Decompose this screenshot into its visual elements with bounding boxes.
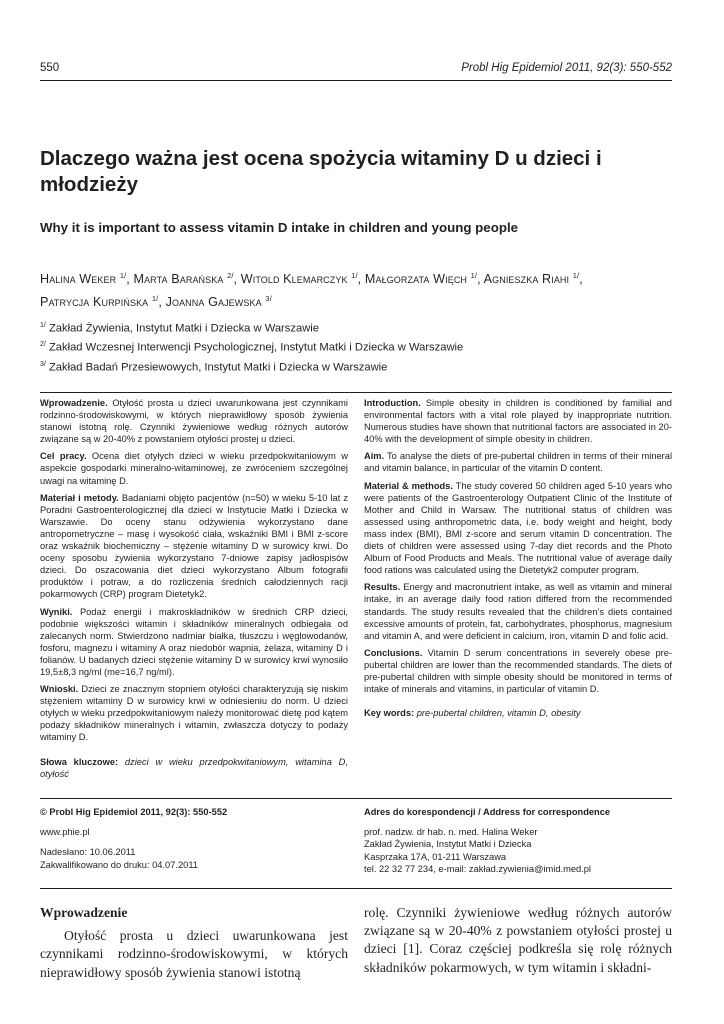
journal-reference: Probl Hig Epidemiol 2011, 92(3): 550-552 <box>461 62 672 74</box>
page-number: 550 <box>40 62 60 74</box>
abstract-section <box>364 581 672 641</box>
author-affiliation-marker: 3/ <box>265 294 272 304</box>
received-date: Nadesłano: 10.06.2011 <box>40 847 136 858</box>
abstract-section-text: Podaż energii i makroskładników w średnich CRP dzieci, podobnie większości witamin i składników mineralnych odbiegała od zalecanych norm. Stwierdzono nadmiar białka, tłuszczu i węglowodanów, fosforu, magnezu i witaminy A oraz niedobór wapnia, żelaza, witaminy D i folianów. U badanych dzieci stężenie witaminy D w surowicy krwi wynosiło 19,5±8,3 ng/ml (me=16,7 ng/ml). <box>40 606 348 677</box>
author-name: Małgorzata Więch <box>364 272 468 287</box>
section-heading: Wprowadzenie <box>40 905 128 920</box>
abstract-section-label: Aim. <box>364 451 385 462</box>
author-affiliation-marker: 1/ <box>572 271 580 280</box>
body-paragraph: rolę. Czynniki żywieniowe według różnych autorów związane są w 20-40% z powstaniem otyłości prostej u dzieci [1]. Coraz częściej podkreśla się rolę różnych składników pokarmowych, w tym witamin i składni- <box>364 905 672 975</box>
correspondence-heading: Adres do korespondencji / Address for correspondence <box>364 807 611 817</box>
body-paragraph: Otyłość prosta u dzieci uwarunkowana jest czynnikami rodzinno-środowiskowymi, w których nieprawidłowy sposób żywienia stanowi istotną <box>40 928 348 980</box>
abstract-section-label: Wprowadzenie. <box>40 398 108 408</box>
author-name: Agnieszka Riahi <box>483 272 570 287</box>
abstract-section-text: Energy and macronutrient intake, as well as vitamin and mineral intake, in an average daily food ration differed from the recommended standards. The study results revealed that the children’s diets contained excessive amounts of protein, fat, carbohydrates, phosphorus, magnesium and vitamin A, and were deficient in calcium, iron, vitamin D and folic acid. <box>364 582 672 641</box>
abstract-section-label: Wnioski. <box>40 684 79 695</box>
abstract-section <box>364 647 672 695</box>
author-name: Marta Barańska <box>133 272 224 287</box>
author-affiliation-marker: 1/ <box>119 271 127 280</box>
correspondence-line: Zakład Żywienia, Instytut Matki i Dziecka <box>364 839 532 850</box>
website-link[interactable]: www.phie.pl <box>40 827 90 838</box>
author-affiliation-marker: 2/ <box>227 271 234 280</box>
abstract-section-label: Wyniki. <box>40 606 73 617</box>
affiliation <box>40 357 463 376</box>
affiliation-text: Zakład Wczesnej Interwencji Psychologicznej, Instytut Matki i Dziecka w Warszawie <box>48 342 464 355</box>
abstract-section-label: Introduction. <box>364 398 421 408</box>
abstract-section-text: Simple obesity in children is conditioned by familial and environmental factors with a vital role played by inappropriate nutrition. Numerous studies have shown that nutritional factors are associated in 20-40% with the development of simple obesity in children. <box>364 398 672 445</box>
abstract-english <box>364 397 672 724</box>
affiliation-text: Zakład Badań Przesiewowych, Instytut Matki i Dziecka w Warszawie <box>48 361 388 374</box>
article-info <box>40 806 340 871</box>
author-affiliation-marker: 1/ <box>351 271 358 280</box>
author-list: Halina Weker $^{1/}$, Marta Barańska $^{2/}$, Witold Klemarczyk $^{1/}$, Małgorzata Więch $^{1/}$, Agnieszka Riahi $^{1/}$, Patrycja Kurpińska $^{1/}$, Joanna Gajewska $^{3/}$ <box>40 271 583 310</box>
abstract-section <box>40 397 348 445</box>
keywords-label: Słowa kluczowe: <box>40 756 119 767</box>
abstract-section-label: Material & methods. <box>364 480 453 491</box>
copyright: © Probl Hig Epidemiol 2011, 92(3): 550-552 <box>40 807 228 817</box>
affiliation-marker: 2/ <box>40 341 46 349</box>
accepted-date: Zakwalifikowano do druku: 04.07.2011 <box>40 859 198 870</box>
abstract-section-label: Cel pracy. <box>40 451 87 462</box>
author-name: Joanna Gajewska <box>165 295 262 310</box>
keywords-text: pre-pubertal children, vitamin D, obesity <box>416 708 581 719</box>
abstract-section-text: Otyłość prosta u dzieci uwarunkowana jest czynnikami rodzinno-środowiskowymi, w których nieprawidłowy sposób żywienia stanowi istotną rolę. Czynniki żywieniowe według różnych autorów związane są w 20-40% z powstaniem otyłości prostej u dzieci. <box>40 398 348 445</box>
author-name: Witold Klemarczyk <box>240 272 348 287</box>
abstract-section <box>40 450 348 486</box>
abstract-section <box>40 606 348 679</box>
abstract-section-label: Materiał i metody. <box>40 492 119 503</box>
correspondence-block <box>364 806 674 875</box>
abstract-section <box>364 450 672 474</box>
author-affiliation-marker: 1/ <box>151 294 159 304</box>
abstract-section-text: Dzieci ze znacznym stopniem otyłości charakteryzują się niskim stężeniem witaminy D w surowicy krwi w odniesieniu do norm. U dzieci otyłych w wieku przedpokwitaniowym należy monitorować dietę pod kątem podaży składników mineralnych i witamin, zwłaszcza dotyczy to podaży witaminy D. <box>40 684 348 743</box>
author-affiliation-marker: 1/ <box>470 271 478 280</box>
affiliation-marker: 3/ <box>40 360 46 368</box>
body-column-left <box>40 904 348 982</box>
divider <box>40 392 672 393</box>
article-title-english: Why it is important to assess vitamin D intake in children and young people <box>40 220 519 235</box>
author-name: Halina Weker <box>40 272 117 287</box>
keywords <box>364 707 672 719</box>
abstract-section-label: Conclusions. <box>364 647 423 658</box>
affiliation-text: Zakład Żywienia, Instytut Matki i Dziecka w Warszawie <box>48 322 319 335</box>
abstract-section-text: To analyse the diets of pre-pubertal children in terms of their mineral and vitamin balance, in particular of the vitamin D content. <box>364 451 673 474</box>
abstract-section-text: Badaniami objęto pacjentów (n=50) w wieku 5-10 lat z Poradni Gastroenterologicznej dla dzieci w Instytucie Matki i Dziecka w Warszawie. Do oceny stanu odżywienia wykorzystano dane antropometryczne – masę i wysokość ciała, wskaźniki BMI i BMI z-score oraz wskaźnik biochemiczny – stężenie witaminy D w surowicy krwi. Do oceny sposobu żywienia wykorzystano 7-dniowe zapisy jadłospisów dzieci. Do oszacowania diet dzieci wykorzystano Album fotografii produktów i potraw, a do rozliczenia średnich całodziennych racji pokarmowych (CRP) program Dietetyk2. <box>40 492 348 600</box>
affiliation <box>40 337 463 356</box>
abstract-section <box>40 683 348 743</box>
abstract-section-text: The study covered 50 children aged 5-10 years who were patients of the Gastroenterology Outpatient Clinic of the Institute of Mother and Child in Warsaw. The nutritional status of children was assessed using anthropometric data, i.e. body weight and height, body mass index (BMI), BMI z-score and serum vitamin D concentration. The diets of children were assessed using 7-day diet records and the Photo Album of Food Products and Meals. The nutritional value of average daily food rations was calculated using the Dietetyk2 computer program. <box>364 480 672 576</box>
divider <box>40 798 672 799</box>
correspondence-line: Kasprzaka 17A, 01-211 Warszawa <box>364 851 507 862</box>
article-title-polish: Dlaczego ważna jest ocena spożycia witaminy D u dzieci i młodzieży <box>40 147 602 196</box>
keywords <box>40 756 348 780</box>
abstract-section-text: Vitamin D serum concentrations in severely obese pre-pubertal children are lower than the recommended standards. The diets of pre-pubertal children with simple obesity should be monitored in terms of intake of minerals and vitamins, in particular of vitamin D. <box>364 647 672 695</box>
correspondence-email[interactable]: tel. 22 32 77 234, e-mail: zakład.zywienia@imid.med.pl <box>364 863 591 874</box>
abstract-section-text: Ocena diet otyłych dzieci w wieku przedpokwitaniowym w aspekcie gospodarki mineralno-witaminowej, ze zwróceniem szczególnej uwagi na witaminę D. <box>40 451 348 486</box>
abstract-polish <box>40 397 348 785</box>
abstract-section <box>364 480 672 577</box>
abstract-section <box>40 492 348 601</box>
affiliation-marker: 1/ <box>40 322 46 329</box>
affiliation <box>40 318 463 337</box>
keywords-label: Key words: <box>364 708 415 719</box>
body-column-right <box>364 904 672 977</box>
correspondence-line: prof. nadzw. dr hab. n. med. Halina Weker <box>364 827 538 838</box>
abstract-section <box>364 397 672 445</box>
affiliation-list <box>40 318 463 376</box>
keywords-text: dzieci w wieku przedpokwitaniowym, witamina D, otyłość <box>40 756 348 779</box>
divider <box>40 888 672 889</box>
abstract-section-label: Results. <box>364 582 401 593</box>
author-name: Patrycja Kurpińska <box>40 295 149 310</box>
running-header <box>40 60 672 81</box>
